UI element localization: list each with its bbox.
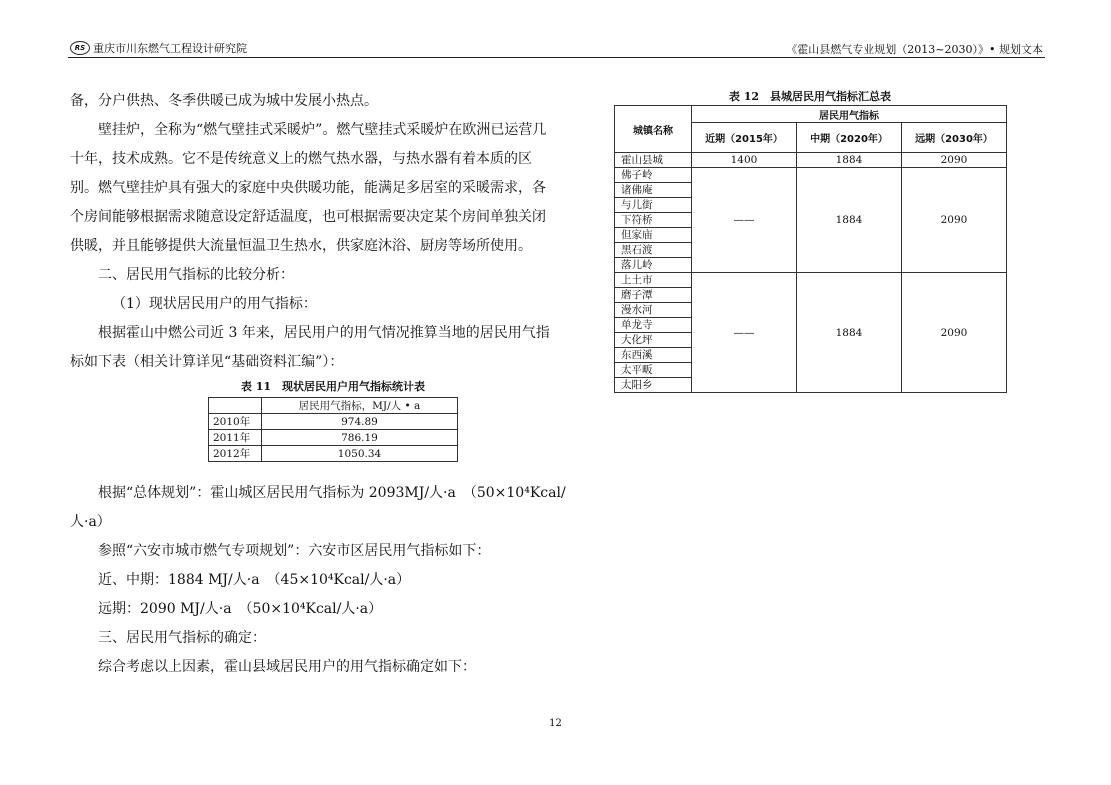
paragraph: 备，分户供热、冬季供暖已成为城中发展小热点。 [70, 93, 378, 109]
org-logo: RS [70, 41, 90, 55]
table-cell: 1050.34 [262, 446, 458, 462]
table-cell [209, 398, 262, 414]
table-header: 远期（2030年） [902, 123, 1007, 153]
table-cell: 佛子岭 [615, 168, 692, 183]
table-header: 居民用气指标 [692, 106, 1007, 123]
table12 [614, 105, 1007, 393]
table-cell: 1400 [692, 153, 797, 168]
table-row [209, 414, 458, 430]
paragraph: 近、中期：1884 MJ/人·a （45×10⁴Kcal/人·a） [98, 572, 411, 588]
table-cell: 霍山县城 [615, 153, 692, 168]
document-title: 《霍山县燃气专业规划（2013~2030）》• 规划文本 [786, 43, 1043, 56]
table-cell: 下符桥 [615, 213, 692, 228]
table-cell: 单龙寺 [615, 318, 692, 333]
paragraph: 根据“总体规划”：霍山城区居民用气指标为 2093MJ/人·a （50×10⁴Kcal/人·a） [70, 485, 566, 530]
table-cell: 1884 [797, 153, 902, 168]
table12-caption: 表 12 县城居民用气指标汇总表 [728, 90, 892, 103]
table-row [615, 168, 1007, 183]
table-cell: 大化坪 [615, 333, 692, 348]
table-cell: 2011年 [209, 430, 262, 446]
table-cell: 落儿岭 [615, 258, 692, 273]
table-header: 城镇名称 [615, 106, 692, 153]
paragraph: 壁挂炉，全称为“燃气壁挂式采暖炉”。燃气壁挂式采暖炉在欧洲已运营几十年，技术成熟。它不是传统意义上的燃气热水器，与热水器有着本质的区别。燃气壁挂炉具有强大的家庭中央供暖功能，能满足多居室的采暖需求，各个房间能够根据需求随意设定舒适温度，也可根据需要决定某个房间单独关闭供暖，并且能够提供大流量恒温卫生热水，供家庭沐浴、厨房等场所使用。 [70, 122, 547, 254]
table-cell: —— [692, 168, 797, 273]
table-row [615, 106, 1007, 123]
table11 [208, 397, 458, 462]
table-row [615, 153, 1007, 168]
table11-caption: 表 11 现状居民用户用气指标统计表 [240, 380, 426, 393]
table-row [615, 273, 1007, 288]
header-divider [68, 57, 1045, 58]
table-row [209, 430, 458, 446]
table-cell: 东西溪 [615, 348, 692, 363]
table-cell: 黑石渡 [615, 243, 692, 258]
table-cell: 磨子潭 [615, 288, 692, 303]
paragraph: 参照“六安市城市燃气专项规划”：六安市区居民用气指标如下： [98, 543, 491, 559]
table-cell: 786.19 [262, 430, 458, 446]
paragraph: 远期：2090 MJ/人·a （50×10⁴Kcal/人·a） [98, 601, 383, 617]
left-column-text-lower [70, 479, 570, 682]
table-cell: 2090 [902, 273, 1007, 393]
table-cell: 太阳乡 [615, 378, 692, 393]
table-cell: 诸佛庵 [615, 183, 692, 198]
table-cell: 上土市 [615, 273, 692, 288]
table-cell: —— [692, 273, 797, 393]
subsection-heading: （1）现状居民用户的用气指标： [112, 296, 317, 312]
paragraph: 综合考虑以上因素，霍山县域居民用户的用气指标确定如下： [98, 659, 476, 675]
paragraph: 根据霍山中燃公司近 3 年来，居民用户的用气情况推算当地的居民用气指标如下表（相关计算详见“基础资料汇编”）： [70, 325, 550, 370]
table-cell: 1884 [797, 168, 902, 273]
section-heading: 二、居民用气指标的比较分析： [98, 267, 294, 283]
table-cell: 974.89 [262, 414, 458, 430]
left-column-text [70, 87, 550, 377]
table-cell: 与儿街 [615, 198, 692, 213]
table-row [209, 398, 458, 414]
table-cell: 2090 [902, 168, 1007, 273]
header-org [70, 40, 247, 56]
table-cell: 2012年 [209, 446, 262, 462]
table-row [209, 446, 458, 462]
table-cell: 太平畈 [615, 363, 692, 378]
table-cell: 1884 [797, 273, 902, 393]
table-cell: 但家庙 [615, 228, 692, 243]
section-heading: 三、居民用气指标的确定： [98, 630, 266, 646]
table-cell: 2090 [902, 153, 1007, 168]
page-number: 12 [549, 718, 562, 729]
table-header: 居民用气指标，MJ/人 • a [262, 398, 458, 414]
org-name: 重庆市川东燃气工程设计研究院 [93, 42, 247, 55]
table-cell: 漫水河 [615, 303, 692, 318]
table-header: 近期（2015年） [692, 123, 797, 153]
table-cell: 2010年 [209, 414, 262, 430]
table-header: 中期（2020年） [797, 123, 902, 153]
